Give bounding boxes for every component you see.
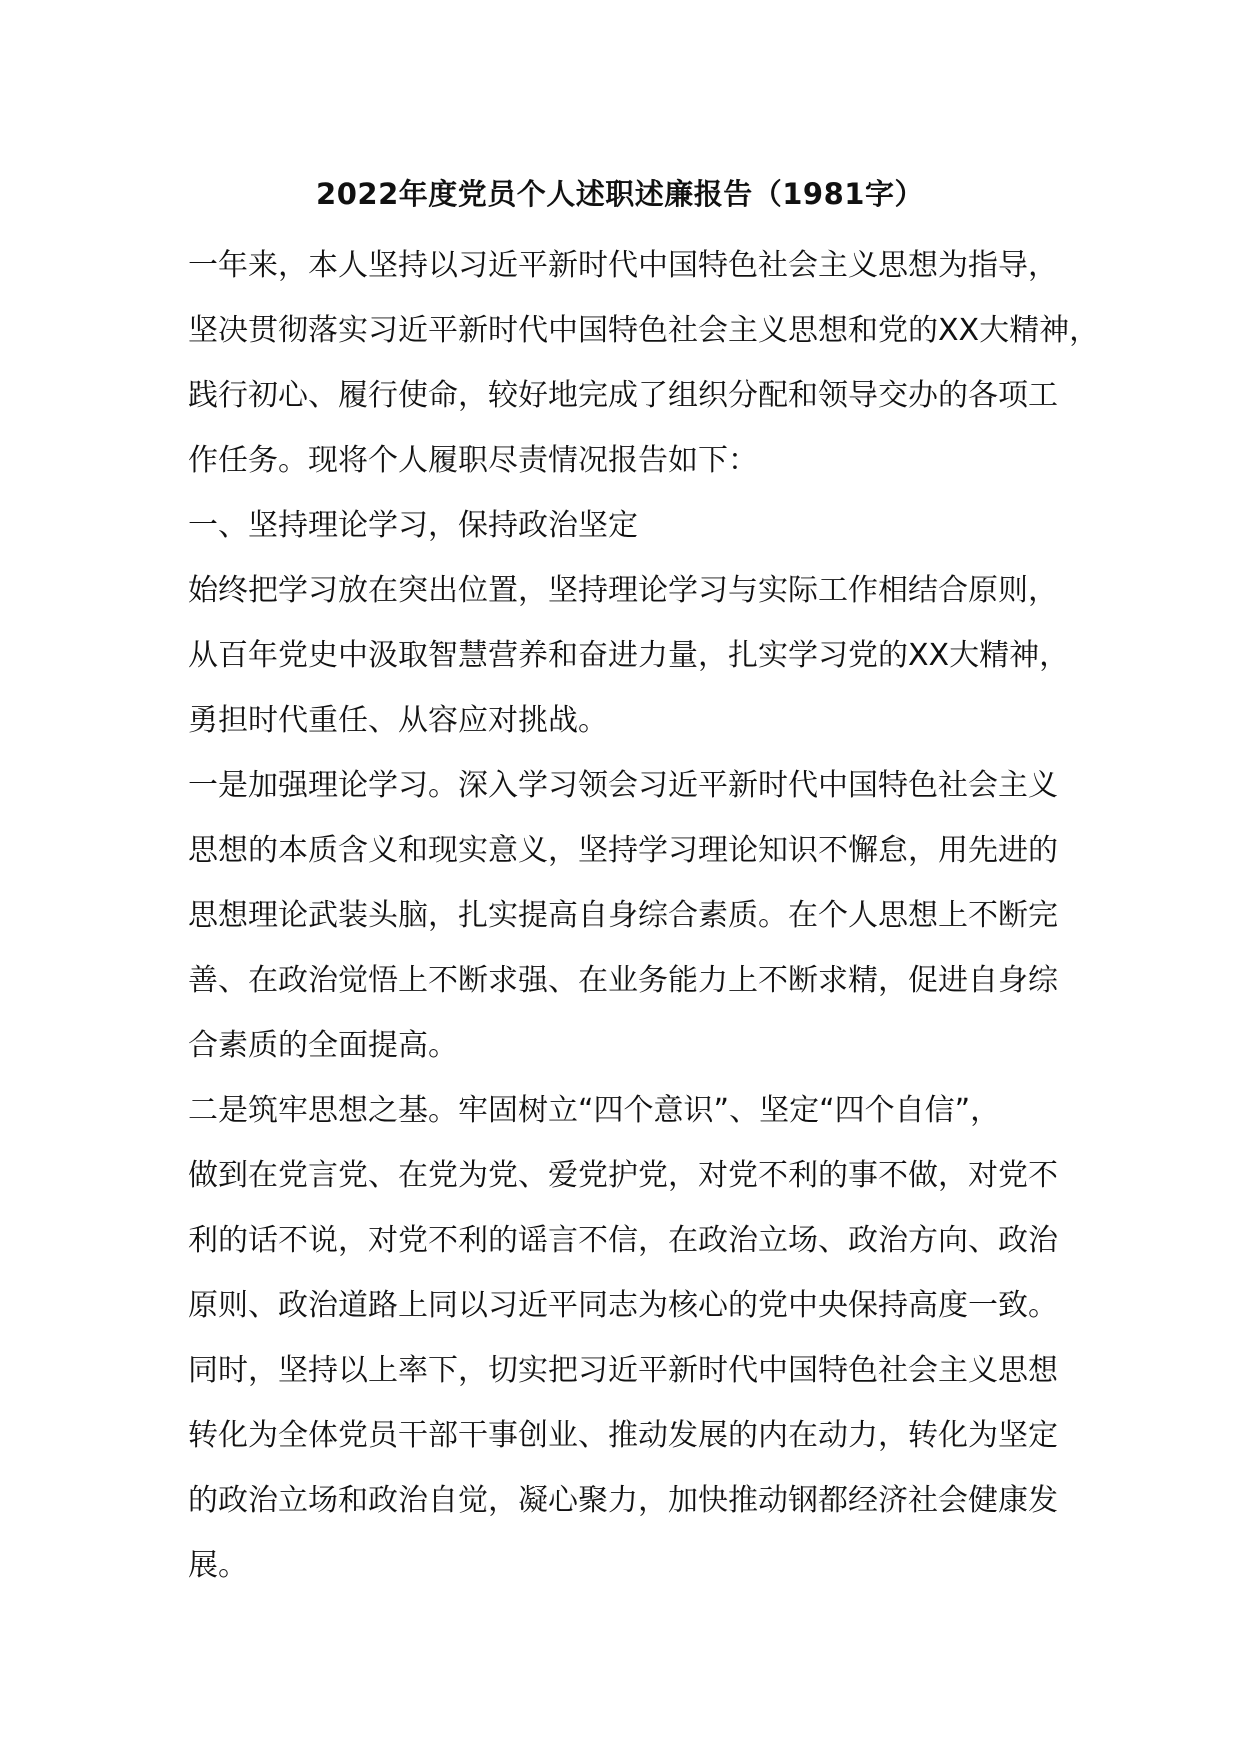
document-title: 2022年度党员个人述职述廉报告（1981字） (316, 177, 924, 211)
paragraph-line: 从百年党史中汲取智慧营养和奋进力量，扎实学习党的XX大精神， (188, 638, 1070, 673)
paragraph-line: 二是筑牢思想之基。牢固树立“四个意识”、坚定“四个自信”， (188, 1093, 1001, 1128)
paragraph-line: 作任务。现将个人履职尽责情况报告如下： (188, 443, 758, 478)
paragraph-line: 践行初心、履行使命，较好地完成了组织分配和领导交办的各项工 (188, 378, 1058, 413)
paragraph-line: 原则、政治道路上同以习近平同志为核心的党中央保持高度一致。 (188, 1288, 1058, 1323)
paragraph-line: 的政治立场和政治自觉，凝心聚力，加快推动钢都经济社会健康发 (188, 1483, 1058, 1518)
paragraph-line: 转化为全体党员干部干事创业、推动发展的内在动力，转化为坚定 (188, 1418, 1058, 1453)
paragraph-line: 坚决贯彻落实习近平新时代中国特色社会主义思想和党的XX大精神， (188, 313, 1100, 348)
paragraph-line: 始终把学习放在突出位置，坚持理论学习与实际工作相结合原则， (188, 573, 1058, 608)
document-body (188, 233, 1100, 1598)
paragraph-line: 勇担时代重任、从容应对挑战。 (188, 703, 608, 738)
section-heading: 一、坚持理论学习，保持政治坚定 (188, 508, 638, 543)
paragraph-line: 善、在政治觉悟上不断求强、在业务能力上不断求精，促进自身综 (188, 963, 1058, 998)
paragraph-line: 思想的本质含义和现实意义，坚持学习理论知识不懈怠，用先进的 (188, 833, 1058, 868)
paragraph-line: 利的话不说，对党不利的谣言不信，在政治立场、政治方向、政治 (188, 1223, 1058, 1258)
paragraph-line: 思想理论武装头脑，扎实提高自身综合素质。在个人思想上不断完 (188, 898, 1058, 933)
paragraph-line: 一是加强理论学习。深入学习领会习近平新时代中国特色社会主义 (188, 768, 1058, 803)
paragraph-line: 一年来，本人坚持以习近平新时代中国特色社会主义思想为指导， (188, 248, 1058, 283)
paragraph-line: 做到在党言党、在党为党、爱党护党，对党不利的事不做，对党不 (188, 1158, 1058, 1193)
paragraph-line: 合素质的全面提高。 (188, 1028, 458, 1063)
paragraph-line: 展。 (188, 1548, 248, 1583)
paragraph-line: 同时，坚持以上率下，切实把习近平新时代中国特色社会主义思想 (188, 1353, 1058, 1388)
